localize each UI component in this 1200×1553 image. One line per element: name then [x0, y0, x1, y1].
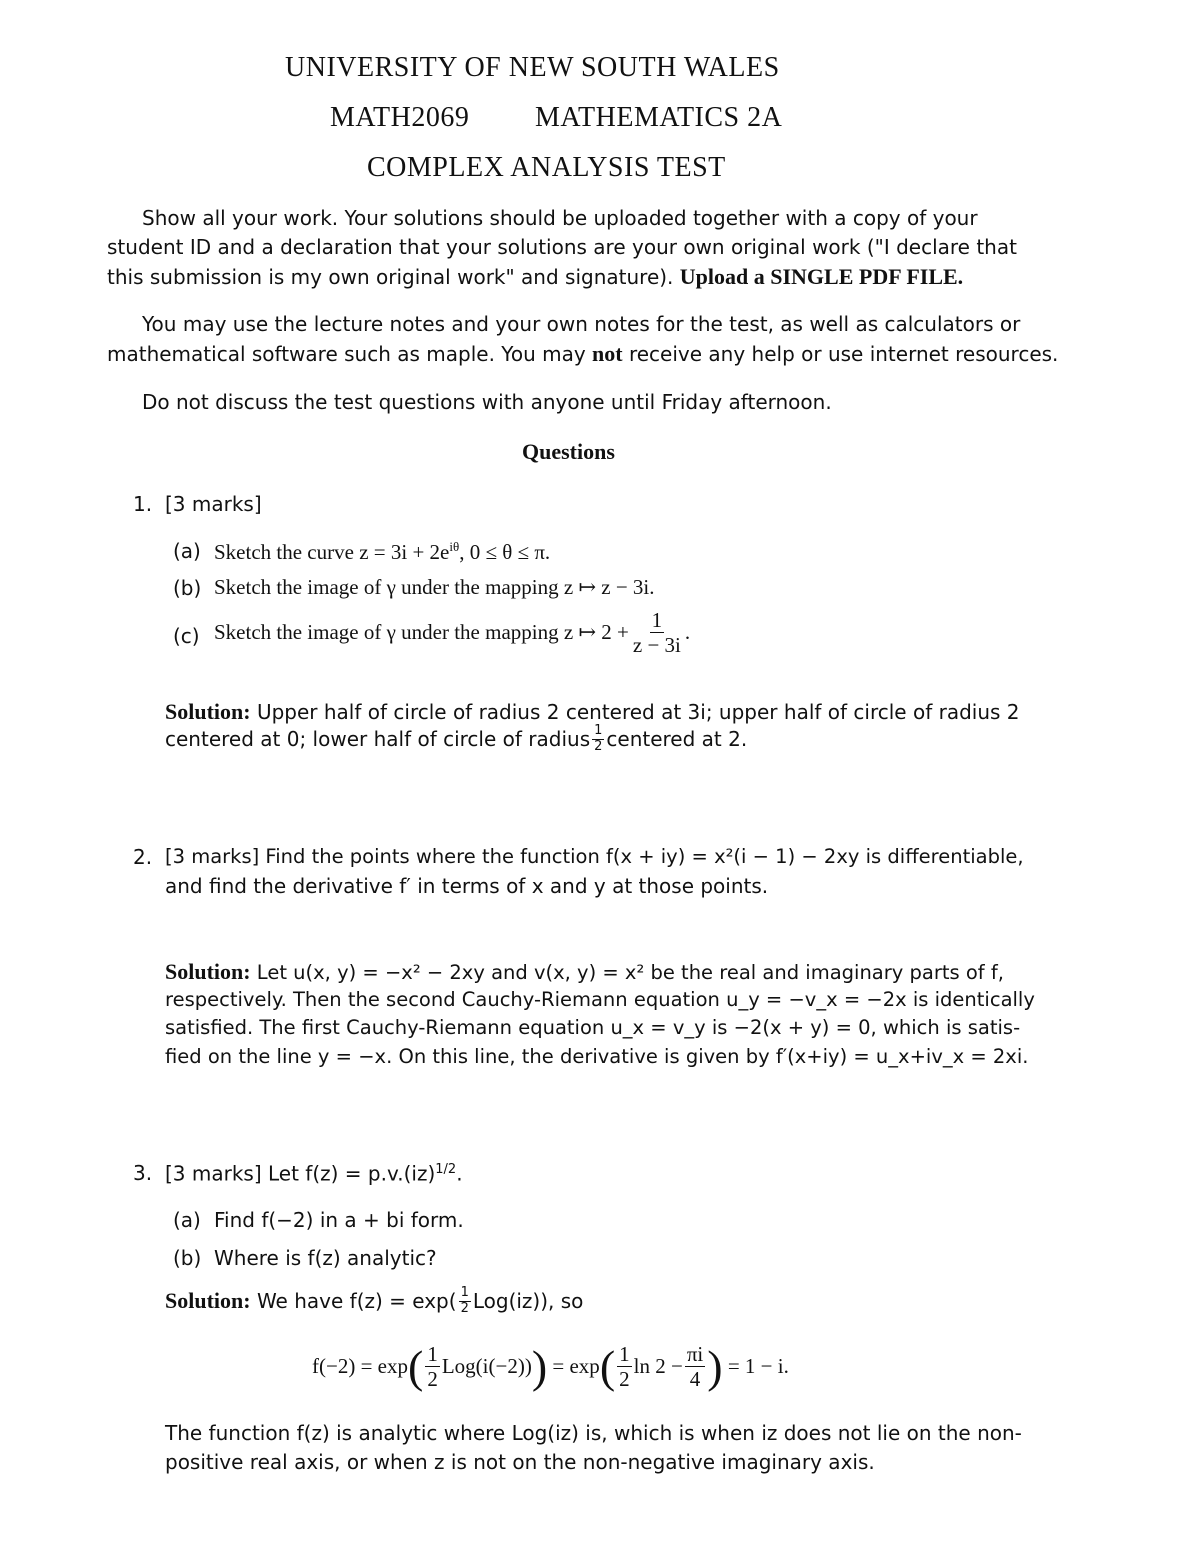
q1c-fraction: $\frac{1}{z - 3i}$: [632, 608, 681, 658]
q3-final-line-2: positive real axis, or when z is not on the non-negative imaginary axis.: [165, 1450, 875, 1474]
eq-paren-open-2: (: [599, 1340, 616, 1392]
q1-solution-line-1: [165, 701, 1020, 723]
q1-marks: [3 marks]: [165, 492, 262, 516]
q1c-main: Sketch the image of γ under the mapping z ↦ 2 +: [214, 620, 629, 645]
q2-solution-label: Solution:: [165, 959, 251, 984]
eq-paren-close-2: ): [707, 1340, 723, 1392]
notes-not: not: [592, 341, 623, 366]
university-title: UNIVERSITY OF NEW SOUTH WALES: [285, 52, 780, 83]
q2-solution-line-4: fied on the line y = −x. On this line, the derivative is given by f′(x+iy) = u_x+iv_x = 2xi.: [165, 1045, 1029, 1068]
q3a-label: (a): [173, 1208, 201, 1232]
q3-solution-text-a: We have f(z) = exp(: [256, 1289, 457, 1314]
q2-solution-line-2: respectively. Then the second Cauchy-Riemann equation u_y = −v_x = −2x is identically: [165, 988, 1035, 1011]
eq-paren-open-1: (: [408, 1340, 424, 1392]
q1-number: 1.: [133, 492, 153, 516]
q3a-text: Find f(−2) in a + bi form.: [214, 1208, 464, 1232]
q3-line-1: [165, 1163, 463, 1184]
q2-line-1: [3 marks] Find the points where the function f(x + iy) = x²(i − 1) − 2xy is differentiable,: [165, 845, 1024, 868]
q1a-text: [214, 540, 550, 563]
q3-final-line-1: The function f(z) is analytic where Log(iz) is, which is when iz does not lie on the non-: [165, 1421, 1022, 1445]
q1a-label: (a): [173, 539, 201, 563]
q2-solution-line-3: satisfied. The first Cauchy-Riemann equation u_x = v_y is −2(x + y) = 0, which is satis-: [165, 1016, 1021, 1039]
course-name: MATHEMATICS 2A: [535, 102, 783, 133]
q1-solution-text-1: Upper half of circle of radius 2 centered at 3i; upper half of circle of radius 2: [256, 700, 1020, 724]
course-code: MATH2069: [330, 102, 470, 133]
q1b-text: Sketch the image of γ under the mapping z ↦ z − 3i.: [214, 575, 655, 599]
instructions-line-3-text: this submission is my own original work" and signature).: [107, 265, 674, 289]
q1-solution-line-2: [165, 724, 747, 755]
q3-equation: [312, 1342, 789, 1391]
q3-line-1-main: [3 marks] Let f(z) = p.v.(iz): [165, 1161, 436, 1186]
q3-line-1-tail: .: [456, 1161, 463, 1186]
q3-solution-label: Solution:: [165, 1288, 251, 1314]
q2-solution-text-1: Let u(x, y) = −x² − 2xy and v(x, y) = x² be the real and imaginary parts of f,: [256, 961, 1004, 984]
q1a-exponent: iθ: [449, 539, 460, 554]
eq-exp: = exp: [552, 1354, 600, 1379]
q3b-label: (b): [173, 1246, 202, 1270]
q1b-label: (b): [173, 576, 202, 600]
notes-line-2: [107, 343, 1058, 365]
q1-solution-label: Solution:: [165, 699, 251, 724]
q1-solution-half: $\frac{1}{2}$: [594, 723, 603, 754]
test-title: COMPLEX ANALYSIS TEST: [367, 152, 726, 183]
q1a-main: Sketch the curve z = 3i + 2e: [214, 540, 450, 564]
instructions-line-2: student ID and a declaration that your solutions are your own original work ("I declare that: [107, 235, 1017, 259]
q2-line-2: and find the derivative f′ in terms of x and y at those points.: [165, 874, 769, 898]
q3-solution-line-1: [165, 1286, 583, 1317]
notes-line-2-a: mathematical software such as maple. You may: [107, 342, 586, 366]
notes-line-1: You may use the lecture notes and your own notes for the test, as well as calculators or: [142, 312, 1021, 336]
eq-rhs: = 1 − i.: [727, 1354, 789, 1379]
q3-solution-half: $\frac{1}{2}$: [460, 1285, 469, 1316]
q1c-text: [214, 608, 690, 657]
q3-solution-text-b: Log(iz)), so: [472, 1289, 584, 1314]
eq-lhs: f(−2) = exp: [312, 1354, 408, 1379]
eq-log: Log(i(−2)): [441, 1354, 532, 1379]
eq-paren-close-1: ): [531, 1340, 548, 1392]
q2-number: 2.: [133, 845, 153, 869]
no-discuss-line: Do not discuss the test questions with anyone until Friday afternoon.: [142, 390, 832, 414]
instructions-line-3: [107, 266, 963, 288]
questions-heading: Questions: [522, 439, 615, 464]
eq-fraction-1: $\frac{1}{2}$: [427, 1342, 438, 1392]
q3b-text: Where is f(z) analytic?: [214, 1246, 437, 1270]
q1-solution-text-2b: centered at 2.: [606, 727, 748, 752]
eq-fraction-2: $\frac{1}{2}$: [619, 1342, 630, 1392]
q1a-tail: , 0 ≤ θ ≤ π.: [459, 540, 551, 564]
q3-exponent: 1/2: [435, 1162, 457, 1177]
q1-solution-text-2a: centered at 0; lower half of circle of radius: [165, 727, 591, 752]
q3-number: 3.: [133, 1161, 153, 1185]
instructions-line-1: Show all your work. Your solutions should be uploaded together with a copy of your: [142, 206, 978, 230]
notes-line-2-c: receive any help or use internet resources.: [628, 342, 1059, 366]
eq-ln: ln 2 −: [633, 1354, 683, 1379]
q2-solution-line-1: [165, 961, 1004, 983]
eq-fraction-3: $\frac{\pi i}{4}$: [686, 1342, 704, 1392]
q1c-tail: .: [684, 620, 691, 645]
q1c-label: (c): [173, 624, 200, 648]
upload-instruction: Upload a SINGLE PDF FILE.: [679, 264, 964, 289]
